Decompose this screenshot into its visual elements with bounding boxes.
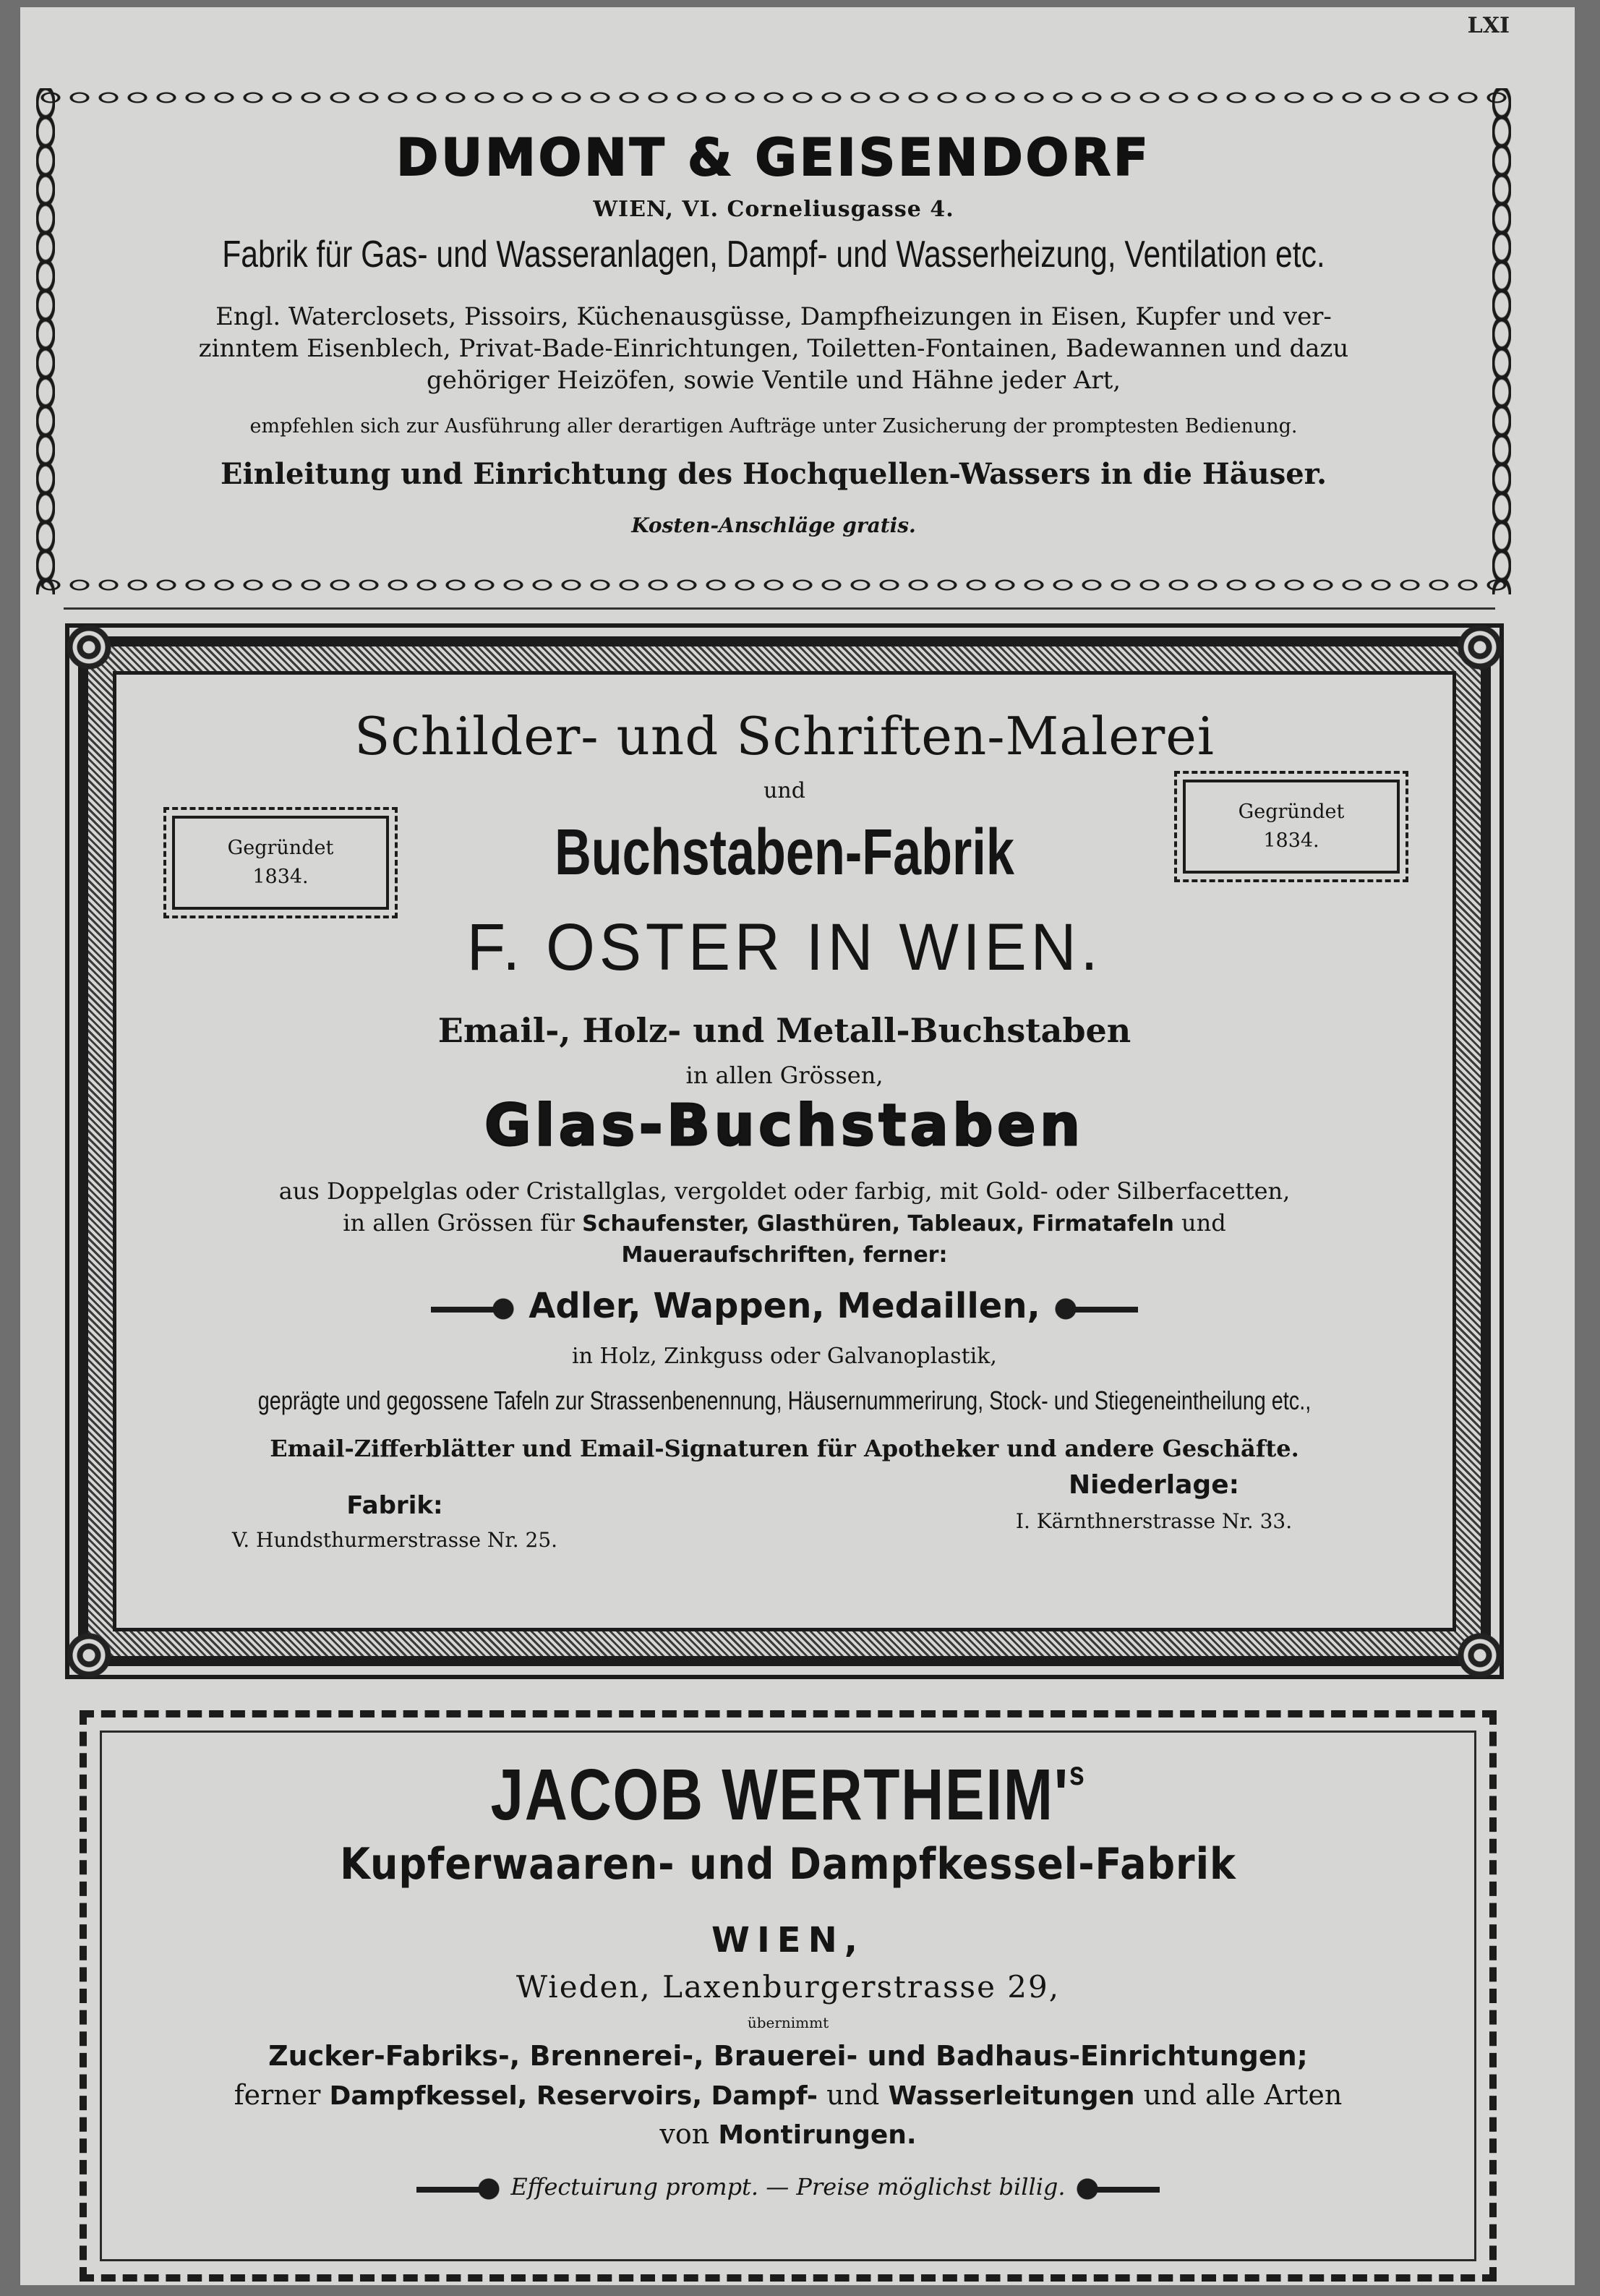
ad2-glass-line2 xyxy=(113,1209,1456,1237)
ad1-feature: Einleitung und Einrichtung des Hochquellen-Wassers in die Häuser. xyxy=(220,457,1327,491)
ad2-depot-address: I. Kärnthnerstrasse Nr. 33. xyxy=(1015,1509,1293,1533)
corner-rosette-top-left xyxy=(64,622,114,673)
ad2-email: Email-Zifferblätter und Email-Signaturen für Apotheker und andere Geschäfte. xyxy=(270,1435,1299,1462)
advertisement-page xyxy=(20,7,1575,2285)
ad2-factory-address: V. Hundsthurmerstrasse Nr. 25. xyxy=(231,1528,558,1552)
ad-wertheim xyxy=(100,1730,1476,2261)
badge-right-label: Gegründet xyxy=(1238,801,1345,823)
pointing-hand-right-icon xyxy=(1073,2177,1160,2201)
corner-rosette-bottom-left xyxy=(64,1630,114,1681)
ad2-conj: und xyxy=(763,778,805,803)
ad2-glass-line2-post: und xyxy=(1181,1209,1226,1237)
ad2-materials: Email-, Holz- und Metall-Buchstaben xyxy=(437,1011,1131,1050)
ad-oster xyxy=(113,671,1456,1631)
badge-right-year: 1834. xyxy=(1263,829,1319,852)
ad2-glass-line2-pre: in allen Grössen für xyxy=(343,1209,575,1237)
ad2-firm-name: F. OSTER IN WIEN. xyxy=(466,910,1103,984)
ad2-factory-label: Fabrik: xyxy=(346,1491,443,1520)
ad2-arms-sub: in Holz, Zinkguss oder Galvanoplastik, xyxy=(572,1344,997,1369)
ad3-line1: Zucker-Fabriks-, Brennerei-, Brauerei- und Badhaus-Einrichtungen; xyxy=(268,2040,1308,2072)
ad3-takes: übernimmt xyxy=(747,2014,829,2031)
ad1-body-line2: zinntem Eisenblech, Privat-Bade-Einrichtungen, Toiletten-Fontainen, Badewannen und dazu xyxy=(198,334,1349,363)
pointing-hand-right-icon xyxy=(1051,1297,1138,1321)
ad2-glass-headline: Glas-Buchstaben xyxy=(484,1093,1085,1158)
ad2-factory-block xyxy=(171,1488,619,1558)
ad3-line2-bold: Dampfkessel, Reservoirs, Dampf- xyxy=(329,2081,818,2111)
ad1-body-line1: Engl. Waterclosets, Pissoirs, Küchenausgüsse, Dampfheizungen in Eisen, Kupfer und ver- xyxy=(215,302,1332,331)
ad1-quote: Kosten-Anschläge gratis. xyxy=(631,513,916,537)
ad2-glass-line1: aus Doppelglas oder Cristallglas, vergoldet oder farbig, mit Gold- oder Silberfacetten, xyxy=(278,1177,1291,1205)
ad2-arms: Adler, Wappen, Medaillen, xyxy=(529,1286,1040,1326)
ad3-firm xyxy=(223,1754,1352,1837)
ad2-plates: geprägte und gegossene Tafeln zur Strassenbenennung, Häusernummerirung, Stock- und Stiegeneintheilung etc., xyxy=(257,1386,1312,1415)
ad3-closing: Effectuirung prompt. — Preise möglichst billig. xyxy=(510,2173,1066,2201)
ad3-line2-bold2: Wasserleitungen xyxy=(888,2081,1135,2111)
badge-left-year: 1834. xyxy=(252,866,309,888)
ad2-arms-line xyxy=(113,1286,1456,1326)
ad3-line2-post: und alle Arten xyxy=(1143,2079,1343,2111)
ad3-firm-main: JACOB WERTHEIM' xyxy=(490,1754,1069,1835)
corner-rosette-bottom-right xyxy=(1455,1630,1505,1681)
ad1-body-line3: gehöriger Heizöfen, sowie Ventile und Hähne jeder Art, xyxy=(426,366,1121,395)
ad2-subtitle: Buchstaben-Fabrik xyxy=(555,816,1014,889)
ad3-address: Wieden, Laxenburgerstrasse 29, xyxy=(515,1969,1061,2005)
ad1-firm-name: DUMONT & GEISENDORF xyxy=(396,128,1151,187)
ad3-trade: Kupferwaaren- und Dampfkessel-Fabrik xyxy=(340,1839,1236,1890)
ad2-depot-label: Niederlage: xyxy=(1068,1470,1240,1500)
separator-rule xyxy=(64,607,1495,610)
ad2-glass-line3: Maueraufschriften, ferner: xyxy=(621,1242,948,1268)
badge-left-label: Gegründet xyxy=(227,837,334,859)
ad2-title: Schilder- und Schriften-Malerei xyxy=(354,706,1215,767)
ad2-glass-line2-bold: Schaufenster, Glasthüren, Tableaux, Firmatafeln xyxy=(582,1211,1174,1237)
ad1-address: WIEN, VI. Corneliusgasse 4. xyxy=(593,197,954,222)
page-number: LXI xyxy=(1467,13,1510,38)
ad2-sizes: in allen Grössen, xyxy=(685,1062,884,1089)
ad1-recommend: empfehlen sich zur Ausführung aller derartigen Aufträge unter Zusicherung der promptesten Bedienung. xyxy=(249,415,1298,438)
ad3-line3 xyxy=(100,2118,1476,2150)
ad1-headline: Fabrik für Gas- und Wasseranlagen, Dampf- und Wasserheizung, Ventilation etc. xyxy=(222,234,1325,276)
ad3-line3-pre: von xyxy=(659,2118,710,2150)
ad3-line3-bold: Montirungen. xyxy=(718,2120,917,2150)
pointing-hand-left-icon xyxy=(416,2177,503,2201)
pointing-hand-left-icon xyxy=(431,1297,518,1321)
ad3-firm-suffix: s xyxy=(1069,1754,1086,1792)
ad2-depot-block xyxy=(930,1467,1378,1539)
ad-dumont-geisendorf xyxy=(36,88,1511,594)
ad3-city: WIEN, xyxy=(711,1920,865,1960)
ad3-line2 xyxy=(100,2079,1476,2111)
ad3-closing-line xyxy=(100,2173,1476,2201)
corner-rosette-top-right xyxy=(1455,622,1505,673)
ad3-line2-mid: und xyxy=(826,2079,880,2111)
ad3-line2-pre: ferner xyxy=(234,2079,321,2111)
